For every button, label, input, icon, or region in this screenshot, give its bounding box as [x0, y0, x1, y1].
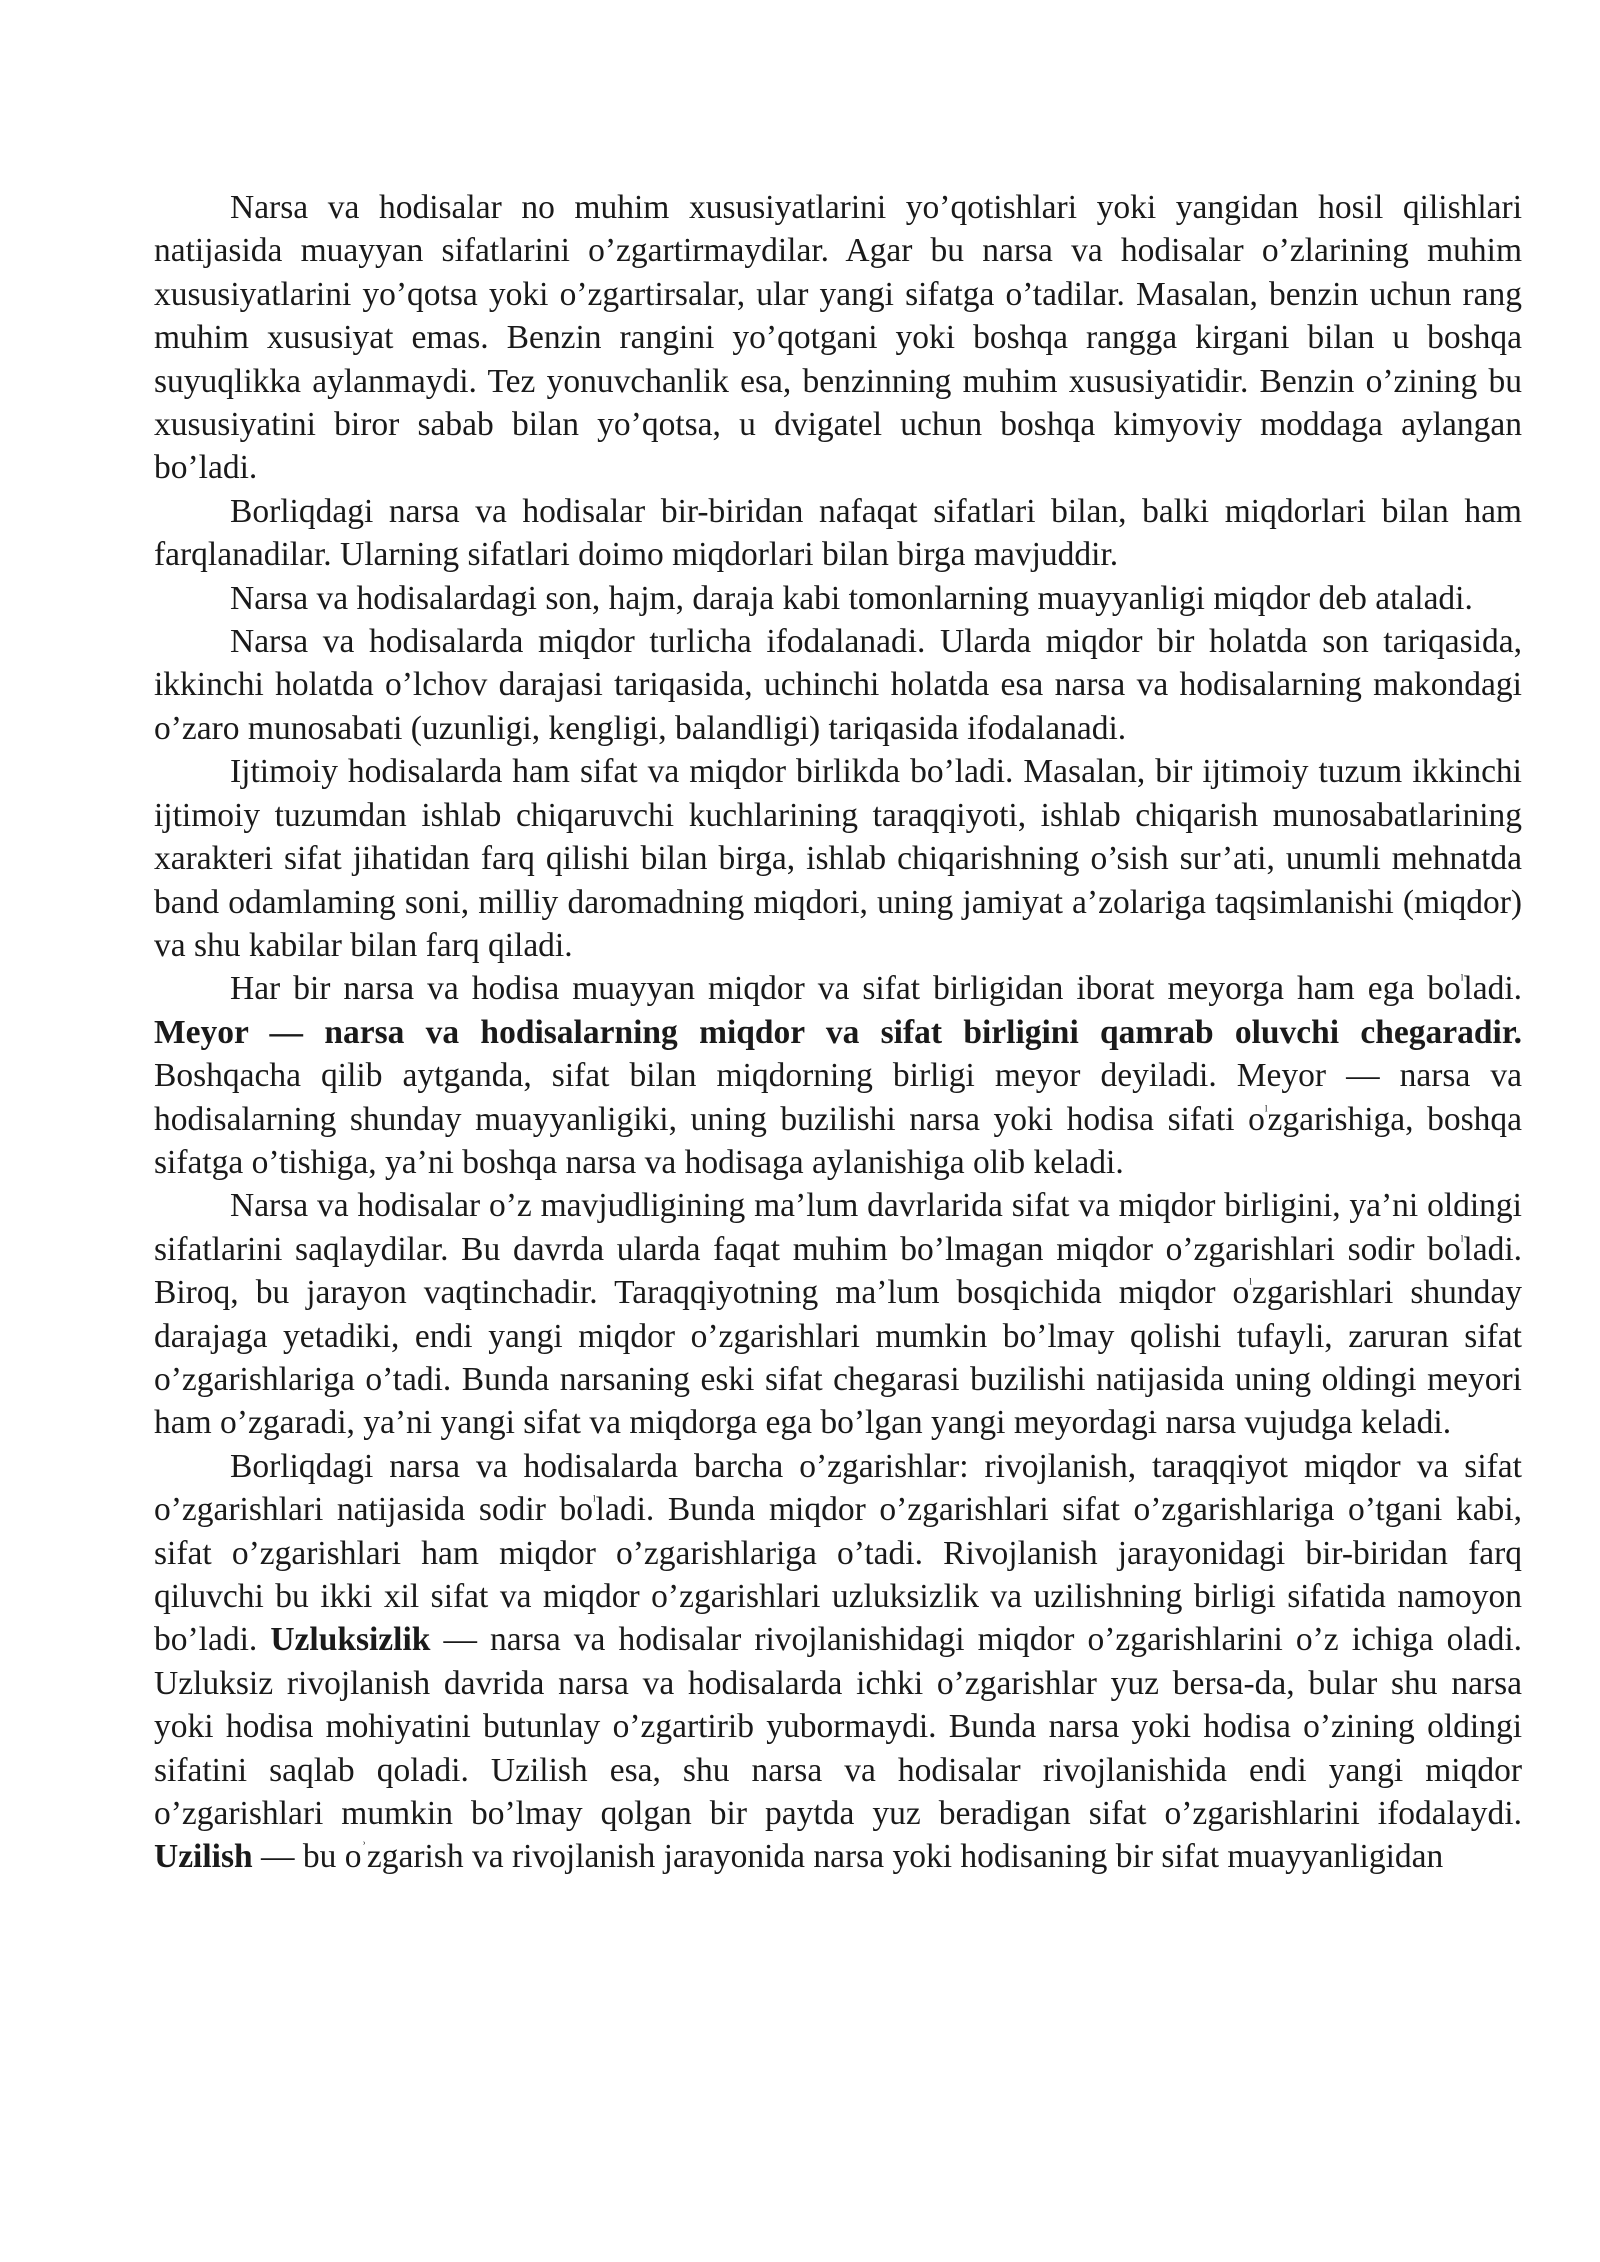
- apostrophe-mark: ˡ: [1264, 1102, 1268, 1120]
- paragraph-text: zgarishiga, boshqa sifatga o’tishiga, ya’ni boshqa narsa va hodisaga aylanishiga olib keladi.: [154, 1100, 1522, 1181]
- paragraph-text: ladi. Bunda miqdor o’zgarishlari sifat o’zgarishlariga o’tgani kabi, sifat o’zgarishlari ham miqdor o’zgarishlariga o’tadi. Rivojlanish jarayonidagi bir-biridan farq qiluvchi bu ikki xil sifat va miqdor o’zgarishlari uzluksizlik va uzilishning birligi sifatida namoyon bo’ladi.: [154, 1491, 1522, 1659]
- paragraph-4: [154, 620, 1522, 750]
- apostrophe-mark: ʾ: [361, 1840, 367, 1858]
- paragraph-5: [154, 750, 1522, 967]
- paragraph-3: [154, 577, 1522, 620]
- paragraph-8: [154, 1445, 1522, 1879]
- document-page: [154, 186, 1522, 1879]
- paragraph-text: zgarish va rivojlanish jarayonida narsa yoki hodisaning bir sifat muayyanligidan: [366, 1838, 1444, 1876]
- apostrophe-mark: ˡ: [1460, 972, 1464, 990]
- paragraph-2: [154, 490, 1522, 577]
- paragraph-text: Borliqdagi narsa va hodisalarda barcha o’zgarishlar: rivojlanish, taraqqiyot miqdor va sifat o’zgarishlari natijasida sodir bo: [154, 1447, 1522, 1529]
- paragraph-7: [154, 1184, 1522, 1444]
- uzluksizlik-term: Uzluksizlik: [270, 1621, 431, 1659]
- paragraph-text: — bu o: [252, 1838, 362, 1876]
- apostrophe-mark: ˡ: [1460, 1232, 1464, 1250]
- paragraph-text: Narsa va hodisalar no muhim xususiyatlarini yo’qotishlari yoki yangidan hosil qilishlari natijasida muayyan sifatlarini o’zgartirmaydilar. Agar bu narsa va hodisalar o’zlarining muhim xususiyatlarini yo’qotsa yoki o’zgartirsalar, ular yangi sifatga o’tadilar. Masalan, benzin uchun rang muhim xususiyat emas. Benzin rangini yo’qotgani yoki boshqa rangga kirgani bilan u boshqa suyuqlikka aylanmaydi. Tez yonuvchanlik esa, benzinning muhim xususiyatidir. Benzin o’zining bu xususiyatini biror sabab bilan yo’qotsa, u dvigatel uchun boshqa kimyoviy moddaga aylangan bo’ladi.: [154, 189, 1522, 487]
- apostrophe-mark: ˡ: [593, 1493, 596, 1511]
- paragraph-text: Narsa va hodisalarda miqdor turlicha ifodalanadi. Ularda miqdor bir holatda son tariqasida, ikkinchi holatda o’lchov darajasi tariqasida, uchinchi holatda esa narsa va hodisalarning makondagi o’zaro munosabati (uzunligi, kengligi, balandligi) tariqasida ifodalanadi.: [154, 623, 1522, 747]
- paragraph-1: [154, 186, 1522, 490]
- paragraph-text: Narsa va hodisalar o’z mavjudligining ma’lum davrlarida sifat va miqdor birligini, ya’ni oldingi sifatlarini saqlaydilar. Bu davrda ularda faqat muhim bo’lmagan miqdor o’zgarishlari sodir bo: [154, 1187, 1522, 1268]
- paragraph-6: [154, 967, 1522, 1184]
- paragraph-text: ladi.: [1463, 970, 1522, 1008]
- meyor-definition: Meyor — narsa va hodisalarning miqdor va sifat birligini qamrab oluvchi chegaradir.: [154, 1013, 1522, 1051]
- uzilish-term: Uzilish: [154, 1838, 253, 1876]
- paragraph-text: Narsa va hodisalardagi son, hajm, daraja kabi tomonlarning muayyanligi miqdor deb ataladi.: [230, 579, 1473, 617]
- apostrophe-mark: ˡ: [1249, 1276, 1252, 1294]
- paragraph-text: Ijtimoiy hodisalarda ham sifat va miqdor birlikda bo’ladi. Masalan, bir ijtimoiy tuzum ikkinchi ijtimoiy tuzumdan ishlab chiqaruvchi kuchlarining taraqqiyoti, ishlab chiqarish munosabatlarining xarakteri sifat jihatidan farq qilishi bilan birga, ishlab chiqarishning o’sish sur’ati, unumli mehnatda band odamlaming soni, milliy daromadning miqdori, uning jamiyat a’zolariga taqsimlanishi (miqdor) va shu kabilar bilan farq qiladi.: [154, 753, 1522, 964]
- paragraph-text: Har bir narsa va hodisa muayyan miqdor va sifat birligidan iborat meyorga ham ega bo: [230, 970, 1461, 1008]
- paragraph-text: Borliqdagi narsa va hodisalar bir-biridan nafaqat sifatlari bilan, balki miqdorlari bilan ham farqlanadilar. Ularning sifatlari doimo miqdorlari bilan birga mavjuddir.: [154, 492, 1522, 574]
- paragraph-text: — narsa va hodisalar rivojlanishidagi miqdor o’zgarishlarini o’z ichiga oladi. Uzluksiz rivojlanish davrida narsa va hodisalarda ichki o’zgarishlar yuz bersa-da, bular shu narsa yoki hodisa mohiyatini butunlay o’zgartirib yubormaydi. Bunda narsa yoki hodisa o’zining oldingi sifatini saqlab qoladi. Uzilish esa, shu narsa va hodisalar rivojlanishida endi yangi miqdor o’zgarishlari mumkin bo’lmay qolgan bir paytda yuz beradigan sifat o’zgarishlarini ifodalaydi.: [154, 1621, 1522, 1833]
- paragraph-text: Boshqacha qilib aytganda, sifat bilan miqdorning birligi meyor deyiladi. Meyor — narsa va hodisalarning shunday muayyanligiki, uning buzilishi narsa yoki hodisa sifati o: [154, 1057, 1522, 1138]
- paragraph-text: zgarishlari shunday darajaga yetadiki, endi yangi miqdor o’zgarishlari mumkin bo’lmay qolishi tufayli, zaruran sifat o’zgarishlariga o’tadi. Bunda narsaning eski sifat chegarasi buzilishi natijasida uning oldingi meyori ham o’zgaradi, ya’ni yangi sifat va miqdorga ega bo’lgan yangi meyordagi narsa vujudga keladi.: [154, 1274, 1522, 1442]
- paragraph-text: ladi. Biroq, bu jarayon vaqtinchadir. Taraqqiyotning ma’lum bosqichida miqdor o: [154, 1230, 1522, 1312]
